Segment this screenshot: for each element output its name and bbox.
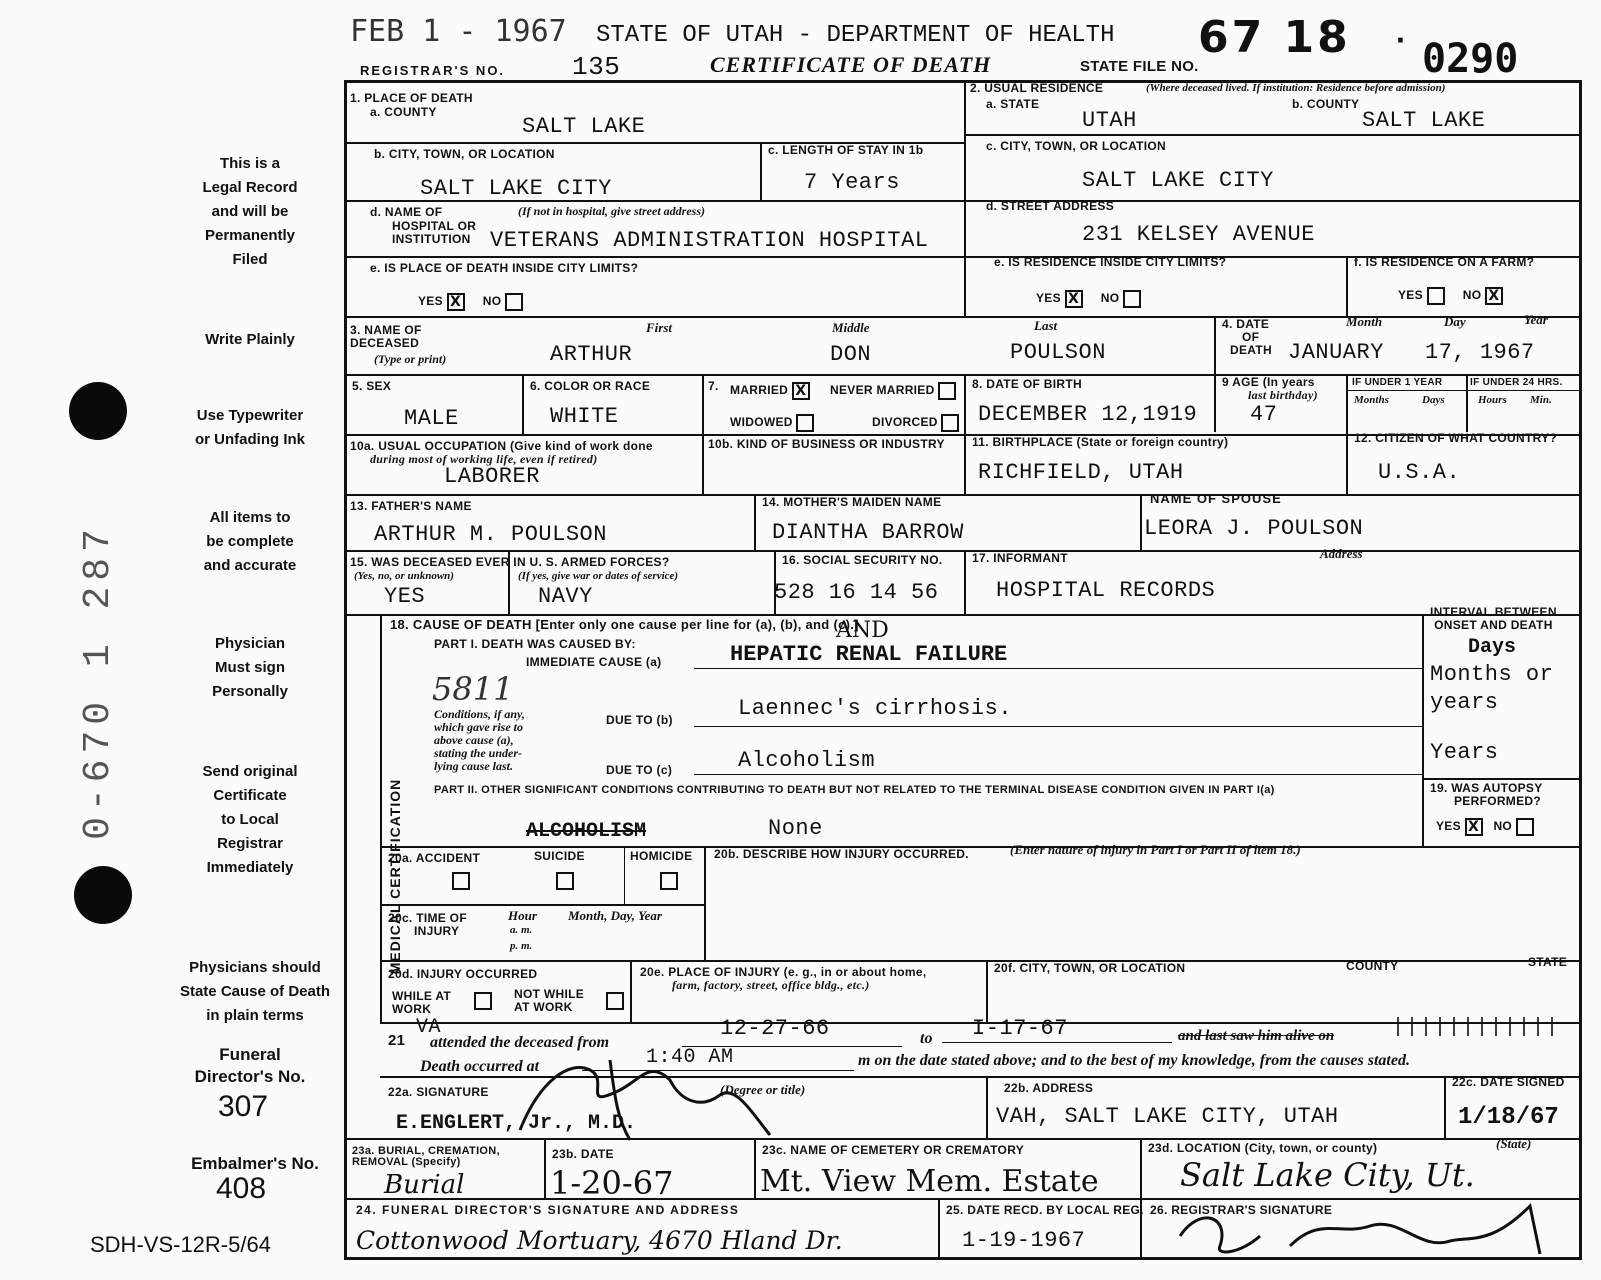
rule [380, 846, 1580, 848]
residence-county: SALT LAKE [1362, 108, 1486, 133]
homicide-label: HOMICIDE [630, 849, 693, 863]
rule [380, 960, 1580, 962]
rule [694, 668, 1422, 669]
state-file-dot: · [1396, 22, 1407, 58]
inserted-and: AND [836, 618, 889, 643]
rule [704, 846, 706, 960]
residence-county-label: b. COUNTY [1292, 97, 1360, 111]
widowed-checkbox[interactable] [796, 414, 814, 432]
months-col: Months [1354, 394, 1389, 406]
last-saw-struck: |||||||||||| [1392, 1016, 1561, 1039]
age-label: 9 AGE (In years last birthday) [1222, 375, 1318, 402]
residence-inside-yes-checkbox[interactable]: X [1065, 290, 1083, 308]
residence-city-label: c. CITY, TOWN, OR LOCATION [986, 139, 1167, 153]
physician-address: VAH, SALT LAKE CITY, UTAH [996, 1104, 1339, 1129]
farm-label: f. IS RESIDENCE ON A FARM? [1354, 255, 1535, 269]
suicide-label: SUICIDE [534, 849, 585, 863]
death-county: SALT LAKE [522, 114, 646, 139]
birthplace: RICHFIELD, UTAH [978, 460, 1184, 485]
autopsy-options: YES X NO [1436, 818, 1534, 836]
pm-label: p. m. [510, 940, 533, 952]
rule [380, 904, 704, 906]
hospital-name: VETERANS ADMINISTRATION HOSPITAL [490, 228, 929, 253]
rule [938, 1198, 940, 1258]
marital-label: 7. [708, 379, 719, 393]
rule [1444, 1076, 1446, 1138]
married-checkbox[interactable]: X [792, 382, 810, 400]
residence-note: (Where deceased lived. If institution: Residence before admission) [1146, 82, 1446, 94]
state-file-prefix: 67 18 [1198, 12, 1351, 63]
rule [346, 614, 1580, 616]
hospital-label: HOSPITAL OR INSTITUTION [392, 219, 477, 246]
middle-name: DON [830, 342, 872, 367]
part-2-label: PART II. OTHER SIGNIFICANT CONDITIONS CONTRIBUTING TO DEATH BUT NOT RELATED TO THE TERMINAL DISEASE CONDITION GIVEN IN PART I(a) [434, 784, 1275, 796]
hours-col: Hours [1478, 394, 1507, 406]
injury-city-label: 20f. CITY, TOWN, OR LOCATION [994, 961, 1186, 975]
rule [754, 494, 756, 550]
date-received-label: 25. DATE RECD. BY LOCAL REG. [946, 1203, 1144, 1217]
am-label: a. m. [510, 924, 533, 936]
rule [964, 134, 1580, 136]
residence-inside-limits-label: e. IS RESIDENCE INSIDE CITY LIMITS? [994, 255, 1227, 269]
death-inside-yes-checkbox[interactable]: X [447, 293, 465, 311]
interval-b-1: Months or [1430, 662, 1554, 687]
accident-checkbox[interactable] [452, 872, 470, 890]
armed-forces-label: 15. WAS DECEASED EVER IN U. S. ARMED FORCES? [350, 555, 670, 569]
date-signed-label: 22c. DATE SIGNED [1452, 1075, 1565, 1089]
medical-certification-label: MEDICAL CERTIFICATION [387, 778, 404, 975]
embalmer-no: 408 [216, 1172, 267, 1205]
describe-injury-note: (Enter nature of injury in Part I or Part II of item 18.) [1010, 842, 1301, 857]
deceased-name-label: 3. NAME OF DECEASED [350, 323, 422, 350]
race: WHITE [550, 404, 619, 429]
form-number: SDH-VS-12R-5/64 [90, 1232, 271, 1257]
cemetery-label: 23c. NAME OF CEMETERY OR CREMATORY [762, 1143, 1025, 1157]
interval-c: Years [1430, 740, 1499, 765]
death-inside-no-checkbox[interactable] [505, 293, 523, 311]
autopsy-yes-checkbox[interactable]: X [1465, 818, 1483, 836]
due-to-c: Alcoholism [738, 748, 876, 773]
physician-note: Physician Must sign Personally [212, 635, 288, 700]
not-at-work-label: NOT WHILE AT WORK [514, 987, 585, 1014]
injury-occurred-label: 20d. INJURY OCCURRED [388, 967, 538, 981]
write-plainly-note: Write Plainly [205, 331, 295, 348]
death-inside-limits-label: e. IS PLACE OF DEATH INSIDE CITY LIMITS? [370, 261, 639, 275]
last-name: POULSON [1010, 340, 1106, 365]
physicians-state-note: Physicians should State Cause of Death in plain terms [179, 959, 331, 1024]
length-of-stay: 7 Years [804, 170, 900, 195]
rule [630, 960, 632, 1022]
street-address-label: d. STREET ADDRESS [986, 199, 1115, 213]
legal-record-note: This is a Legal Record and will be Permanently Filed [202, 155, 298, 268]
service: NAVY [538, 584, 593, 609]
to-label: to [920, 1030, 933, 1047]
state-department-heading: STATE OF UTAH - DEPARTMENT OF HEALTH [596, 22, 1115, 49]
rule [1140, 494, 1142, 550]
rule [1346, 390, 1580, 391]
farm-options: YES NO X [1398, 287, 1503, 305]
month-label: Month [1346, 314, 1383, 329]
physician-signature-scrawl [500, 1040, 780, 1150]
farm-no-checkbox[interactable]: X [1485, 287, 1503, 305]
address-label: Address [1320, 546, 1363, 561]
ssn: 528 16 14 56 [774, 580, 939, 605]
address-22b-label: 22b. ADDRESS [1004, 1081, 1094, 1095]
informant: HOSPITAL RECORDS [996, 578, 1216, 603]
spouse-label: NAME OF SPOUSE [1150, 491, 1282, 506]
usual-residence-label: 2. USUAL RESIDENCE [970, 81, 1104, 95]
place-of-injury-label: 20e. PLACE OF INJURY (e. g., in or about home, farm, factory, street, office bldg., etc.) [640, 965, 927, 992]
farm-yes-checkbox[interactable] [1427, 287, 1445, 305]
describe-injury-label: 20b. DESCRIBE HOW INJURY OCCURRED. [714, 847, 969, 861]
immediate-cause: HEPATIC RENAL FAILURE [730, 642, 1008, 667]
disposition-label: 23a. BURIAL, CREMATION, REMOVAL (Specify) [352, 1145, 500, 1168]
never-married-option: NEVER MARRIED [830, 382, 956, 400]
disposition: Burial [384, 1170, 465, 1200]
interval-label: INTERVAL BETWEEN ONSET AND DEATH [1430, 605, 1557, 632]
death-time: 1:40 AM [646, 1046, 734, 1069]
while-at-work-label: WHILE AT WORK [392, 989, 452, 1016]
rule [964, 550, 966, 614]
part-2-struck: ALCOHOLISM [526, 820, 647, 843]
physician-signature: E.ENGLERT, Jr., M.D. [396, 1112, 637, 1135]
autopsy-label: 19. WAS AUTOPSY PERFORMED? [1430, 781, 1543, 808]
rule [346, 316, 1580, 318]
date-of-death-label: 4. DATE OF DEATH [1222, 317, 1272, 357]
death-city-label: b. CITY, TOWN, OR LOCATION [374, 147, 555, 161]
father-name: ARTHUR M. POULSON [374, 522, 607, 547]
burial-date: 1-20-67 [550, 1164, 674, 1202]
rule [694, 774, 1422, 775]
under-24-hrs-label: IF UNDER 24 HRS. [1470, 377, 1563, 388]
mother-label: 14. MOTHER'S MAIDEN NAME [762, 495, 942, 509]
interval-b-2: years [1430, 690, 1499, 715]
attended-from: 12-27-66 [720, 1016, 830, 1041]
death-inside-limits-options: YES X NO [418, 293, 523, 311]
sex: MALE [404, 406, 459, 431]
divorced-option: DIVORCED [872, 414, 959, 432]
signature-label: 22a. SIGNATURE [388, 1085, 489, 1099]
injury-county-label: COUNTY [1346, 959, 1399, 973]
min-col: Min. [1530, 394, 1552, 406]
cause-code: 5811 [432, 670, 514, 708]
birthplace-label: 11. BIRTHPLACE (State or foreign country) [972, 435, 1229, 449]
residence-inside-limits-options: YES X NO [1036, 290, 1141, 308]
attending-va: VA [416, 1016, 442, 1039]
funeral-director-sig-label: 24. FUNERAL DIRECTOR'S SIGNATURE AND ADDRESS [356, 1203, 740, 1217]
rule [1466, 374, 1468, 432]
never-married-checkbox[interactable] [938, 382, 956, 400]
due-to-b-label: DUE TO (b) [606, 713, 673, 727]
attended-text: attended the deceased from [430, 1034, 610, 1051]
part-1-label: PART I. DEATH WAS CAUSED BY: [434, 637, 636, 651]
residence-city: SALT LAKE CITY [1082, 168, 1274, 193]
spouse-name: LEORA J. POULSON [1144, 516, 1364, 541]
residence-inside-no-checkbox[interactable] [1123, 290, 1141, 308]
accident-label: 20a. ACCIDENT [388, 851, 481, 865]
rule [1214, 316, 1216, 374]
year-label: Year [1524, 312, 1548, 327]
residence-state-label: a. STATE [986, 97, 1040, 111]
typewriter-note: Use Typewriter or Unfading Ink [195, 407, 305, 448]
degree-label: (Degree or title) [720, 1082, 806, 1097]
stamp-date: FEB 1 - 1967 [350, 14, 567, 49]
funeral-director-no: 307 [218, 1090, 269, 1123]
rule [346, 550, 1580, 552]
hospital-label-d: d. NAME OF [370, 205, 443, 219]
day-label: Day [1444, 314, 1466, 329]
rule [694, 726, 1422, 727]
rule [760, 142, 762, 200]
under-1-year-label: IF UNDER 1 YEAR [1352, 377, 1443, 388]
not-at-work-checkbox[interactable] [606, 992, 624, 1010]
rule [1422, 778, 1580, 780]
last-saw-text: and last saw him alive on [1178, 1028, 1335, 1044]
location-state-label: (State) [1496, 1136, 1532, 1151]
street-address: 231 KELSEY AVENUE [1082, 222, 1315, 247]
homicide-checkbox[interactable] [660, 872, 678, 890]
hospital-note: (If not in hospital, give street address) [518, 204, 706, 218]
registrar-no: 135 [572, 52, 621, 82]
rule [1422, 614, 1424, 848]
location-label: 23d. LOCATION (City, town, or county) [1148, 1141, 1378, 1155]
funeral-director-signature: Cottonwood Mortuary, 4670 Hland Dr. [356, 1226, 843, 1255]
punch-hole-top [69, 382, 127, 440]
registrar-no-label: REGISTRAR'S NO. [360, 63, 506, 78]
attended-to: I-17-67 [972, 1016, 1068, 1041]
conditions-note: Conditions, if any, which gave rise to above cause (a), stating the under- lying cause last. [434, 707, 525, 773]
while-at-work-checkbox[interactable] [474, 992, 492, 1010]
mother-name: DIANTHA BARROW [772, 520, 964, 545]
suicide-checkbox[interactable] [556, 872, 574, 890]
divider-main [964, 80, 966, 318]
send-original-note: Send original Certificate to Local Registrar Immediately [202, 763, 298, 876]
race-label: 6. COLOR OR RACE [530, 379, 651, 393]
rule [624, 846, 625, 904]
part-2-value: None [768, 816, 823, 841]
funeral-director-label: Funeral Director's No. [194, 1045, 306, 1086]
date-of-death: JANUARY 17, 1967 [1288, 340, 1535, 365]
immediate-cause-label: IMMEDIATE CAUSE (a) [526, 655, 662, 669]
married-option: MARRIED X [730, 382, 810, 400]
autopsy-no-checkbox[interactable] [1516, 818, 1534, 836]
rule [522, 374, 524, 434]
ssn-label: 16. SOCIAL SECURITY NO. [782, 553, 943, 567]
armed-forces: YES [384, 584, 426, 609]
hour-label: Hour [508, 908, 537, 923]
armed-note-2: (If yes, give war or dates of service) [518, 570, 679, 582]
due-to-b: Laennec's cirrhosis. [738, 696, 1013, 721]
vertical-file-number: 0-670 1 287 [76, 523, 120, 840]
length-of-stay-label: c. LENGTH OF STAY IN 1b [768, 143, 924, 157]
item-21-label: 21 [388, 1032, 406, 1049]
punch-hole-bottom [74, 866, 132, 924]
rule [346, 494, 1580, 496]
registrar-sig-label: 26. REGISTRAR'S SIGNATURE [1150, 1203, 1333, 1217]
registrar-signature-scrawl [1170, 1196, 1570, 1260]
burial-location: Salt Lake City, Ut. [1180, 1156, 1475, 1194]
death-occurred-text: Death occurred at [420, 1058, 540, 1075]
attestation-text: m on the date stated above; and to the best of my knowledge, from the causes stated. [858, 1052, 1410, 1069]
certificate-title: CERTIFICATE OF DEATH [710, 52, 992, 77]
widowed-option: WIDOWED [730, 414, 814, 432]
mdy-label: Month, Day, Year [568, 908, 662, 923]
age: 47 [1250, 402, 1278, 427]
sex-label: 5. SEX [352, 379, 392, 393]
rule [986, 960, 988, 1022]
due-to-c-label: DUE TO (c) [606, 763, 673, 777]
place-of-death-label: 1. PLACE OF DEATH [350, 91, 473, 105]
rule [942, 1042, 1172, 1043]
death-county-label: a. COUNTY [370, 105, 437, 119]
divorced-checkbox[interactable] [941, 414, 959, 432]
burial-date-label: 23b. DATE [552, 1147, 614, 1161]
birth-date: DECEMBER 12,1919 [978, 402, 1198, 427]
business-label: 10b. KIND OF BUSINESS OR INDUSTRY [708, 437, 945, 451]
date-received: 1-19-1967 [962, 1228, 1086, 1253]
name-note: (Type or print) [374, 352, 447, 366]
occupation-label: 10a. USUAL OCCUPATION (Give kind of work done during most of working life, even if retired) [350, 439, 653, 466]
birth-date-label: 8. DATE OF BIRTH [972, 377, 1082, 391]
rule [986, 1076, 988, 1138]
injury-state-label: STATE [1528, 955, 1568, 969]
first-label: First [646, 320, 673, 335]
last-label: Last [1034, 318, 1058, 333]
armed-note-1: (Yes, no, or unknown) [354, 570, 454, 582]
middle-label: Middle [832, 320, 870, 335]
father-label: 13. FATHER'S NAME [350, 499, 472, 513]
rule [1214, 374, 1216, 432]
time-of-injury-label: 20c. TIME OF INJURY [388, 911, 467, 938]
state-file-number: 0290 [1422, 36, 1519, 82]
days-col: Days [1422, 394, 1445, 406]
citizen: U.S.A. [1378, 460, 1461, 485]
cause-of-death-label: 18. CAUSE OF DEATH [Enter only one cause per line for (a), (b), and (c).] [390, 617, 859, 632]
date-signed: 1/18/67 [1458, 1104, 1559, 1131]
embalmer-label: Embalmer's No. [191, 1154, 319, 1173]
rule [1346, 256, 1348, 316]
death-city: SALT LAKE CITY [420, 176, 612, 201]
complete-note: All items to be complete and accurate [203, 509, 297, 574]
interval-a: Days [1468, 636, 1517, 659]
residence-state: UTAH [1082, 108, 1137, 133]
informant-label: 17. INFORMANT [972, 551, 1068, 565]
state-file-label: STATE FILE NO. [1080, 58, 1199, 75]
cemetery: Mt. View Mem. Estate [760, 1164, 1099, 1199]
citizen-label: 12. CITIZEN OF WHAT COUNTRY? [1354, 431, 1558, 445]
first-name: ARTHUR [550, 342, 633, 367]
occupation: LABORER [444, 464, 540, 489]
